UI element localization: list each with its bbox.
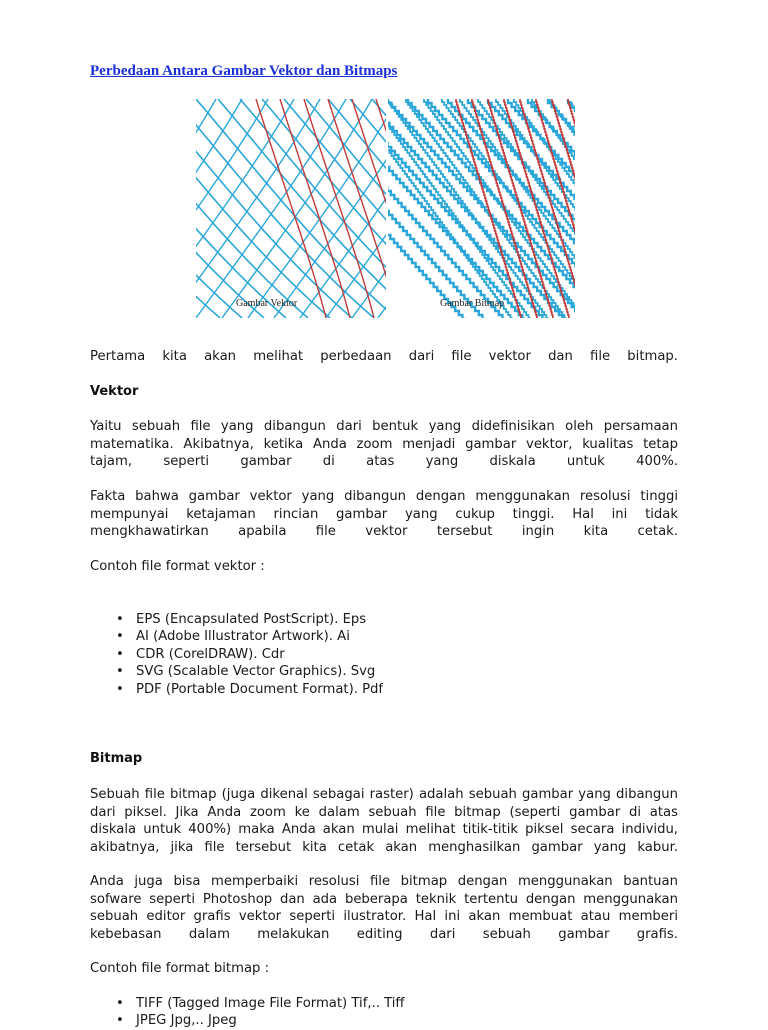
vektor-p2-line: mempunyai ketajaman rincian gambar yang cukup tinggi. Hal ini tidak	[90, 506, 678, 522]
vektor-p2-line: Fakta bahwa gambar vektor yang dibangun dengan menggunakan resolusi tinggi	[90, 489, 678, 504]
blue-curve	[370, 99, 531, 318]
bitmap-caption: Gambar Bitmap	[440, 298, 505, 309]
bitmap-p1-line: akibatnya, jika file tersebut kita cetak akan menghasilkan gambar yang kabur.	[90, 839, 678, 855]
vektor-format-list	[90, 611, 383, 698]
bitmap-p1-line: Sebuah file bitmap (juga dikenal sebagai raster) adalah sebuah gambar yang dibangun	[90, 787, 678, 802]
intro-paragraph: Pertama kita akan melihat perbedaan dari file vektor dan file bitmap.	[90, 349, 678, 364]
bitmap-p2-line: Anda juga bisa memperbaiki resolusi file bitmap dengan menggunakan bantuan	[90, 874, 678, 889]
vektor-p2-line: mengkhawatirkan apabila file vektor tersebut ingin kita cetak.	[90, 524, 678, 540]
blue-curve	[274, 99, 424, 318]
vector-caption: Gambar Vektor	[236, 298, 298, 309]
list-item: • AI (Adobe Illustrator Artwork). Ai	[136, 628, 383, 645]
list-item: • CDR (CorelDRAW). Cdr	[136, 646, 383, 663]
vector-vs-bitmap-figure	[196, 99, 575, 318]
comparison-illustration	[196, 99, 575, 318]
blue-curve	[352, 99, 505, 318]
bitmap-p1-line: diskala untuk 400%) maka Anda akan mulai melihat titik-titik piksel secara individu,	[90, 822, 678, 838]
vektor-p1-line: Yaitu sebuah file yang dibangun dari bentuk yang didefinisikan oleh persamaan	[90, 419, 678, 434]
list-item: • SVG (Scalable Vector Graphics). Svg	[136, 663, 383, 680]
bitmap-formats-label: Contoh file format bitmap :	[90, 961, 270, 976]
bitmap-p2-line: sebuah editor grafis vektor seperti ilustrator. Hal ini akan membuat atau memberi	[90, 909, 678, 925]
list-item: • PDF (Portable Document Format). Pdf	[136, 681, 383, 698]
vektor-p1-line: tajam, seperti gambar di atas yang diskala untuk 400%.	[90, 454, 678, 470]
vektor-heading: Vektor	[90, 384, 139, 399]
vektor-formats-label: Contoh file format vektor :	[90, 559, 265, 574]
vektor-p1-line: matematika. Akibatnya, ketika Anda zoom menjadi gambar vektor, kualitas tetap	[90, 436, 678, 452]
list-item: • JPEG Jpg,.. Jpeg	[136, 1012, 405, 1029]
bitmap-p1-line: dari piksel. Jika Anda zoom ke dalam sebuah file bitmap (seperti gambar di atas	[90, 804, 678, 820]
blue-curve	[404, 99, 554, 318]
bitmap-heading: Bitmap	[90, 751, 143, 766]
bitmap-format-list	[90, 995, 405, 1030]
blue-curve	[196, 99, 396, 318]
blue-curve	[196, 99, 242, 318]
article-title-link[interactable]: Perbedaan Antara Gambar Vektor dan Bitmaps	[90, 63, 398, 79]
list-item: • EPS (Encapsulated PostScript). Eps	[136, 611, 383, 628]
bitmap-p2-line: sofware seperti Photoshop dan ada beberapa teknik tertentu dengan menggunakan	[90, 891, 678, 907]
bitmap-p2-line: kebebasan dalam melakukan editing dari sebuah gambar grafis.	[90, 926, 678, 942]
list-item: • TIFF (Tagged Image File Format) Tif,.. Tiff	[136, 995, 405, 1012]
blue-curve	[196, 99, 242, 318]
